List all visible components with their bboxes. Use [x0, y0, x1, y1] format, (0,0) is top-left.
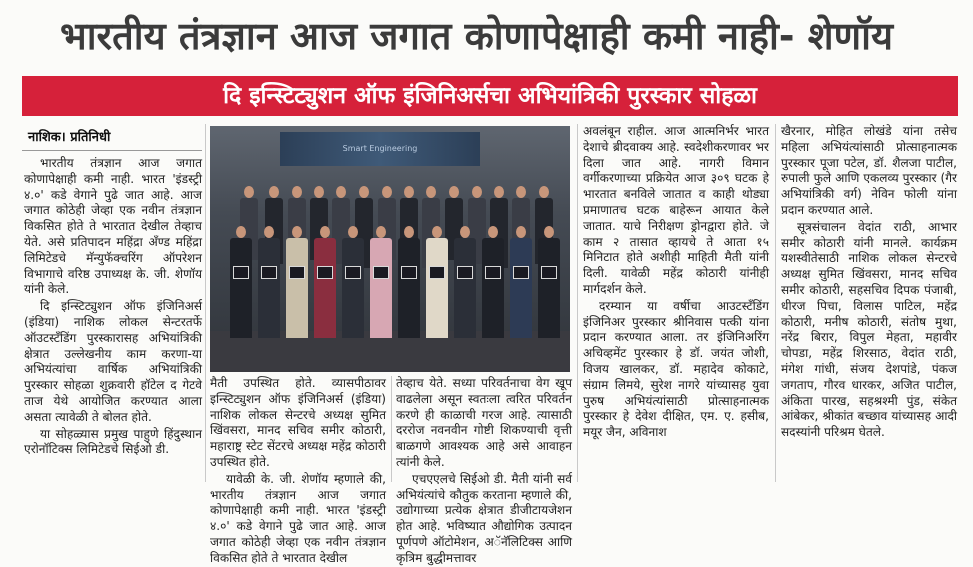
event-photo: [210, 126, 570, 372]
person-front-row: [314, 238, 336, 338]
dateline-rule: [22, 150, 202, 151]
award-plaque: [513, 266, 529, 279]
person-front-row: [454, 238, 476, 338]
person-front-row: [510, 238, 532, 338]
award-plaque: [541, 266, 557, 279]
article-column-5: [781, 124, 957, 482]
person-front-row: [342, 238, 364, 338]
person-front-row: [286, 238, 308, 338]
award-plaque: [233, 266, 249, 279]
paragraph: अवलंबून राहील. आज आत्मनिर्भर भारत देशाचे ब्रीदवाक्य आहे. स्वदेशीकरणावर भर दिला जात आहे. नागरी विमान वर्गीकरणाच्या प्रक्रियेत आज ३०९ घटक हे भारतात बनविले जातात व काही थोड्या प्रमाणातच घटक बाहेरून आयात केले जातात. याचे निरीक्षण ड्रोनद्वारा होते. जे काम २ तासात व्हायचे ते आता १५ मिनिटात होते अशीही माहिती मैती यांनी दिली. यावेळी महेंद्र कोठारी यांनीही मार्गदर्शन केले.: [583, 124, 769, 296]
award-plaque: [317, 266, 333, 279]
paragraph: मैती उपस्थित होते. व्यासपीठावर इन्स्टिट्युशन ऑफ इंजिनिअर्स (इंडिया) नाशिक लोकल सेन्टरचे अध्यक्ष सुमित खिंवसरा, मानद सचिव समीर कोठारी, महाराष्ट्र स्टेट सेंटरचे अध्यक्ष महेंद्र कोठारी उपस्थित होते.: [210, 376, 386, 469]
article-column-3: [396, 376, 572, 565]
person-front-row: [258, 238, 280, 338]
column-divider: [775, 124, 776, 482]
person-front-row: [230, 238, 252, 338]
paragraph: एचएएलचे सिईओ डी. मैती यांनी सर्व अभियंत्यांचे कौतुक करताना म्हणाले की, उद्योगाच्या प्रत्येक क्षेत्रात डीजीटायजेशन होत आहे. भविष्यात औद्योगिक उत्पादन पूर्णपणे ऑटोमेशन, अॅनॅलिटिक्स आणि कृत्रिम बुद्धीमत्तावर: [396, 471, 572, 565]
person-front-row: [370, 238, 392, 338]
column-divider: [391, 376, 392, 482]
article-column-2: [210, 376, 386, 565]
award-plaque: [429, 266, 445, 279]
award-plaque: [345, 266, 361, 279]
paragraph: दरम्यान या वर्षीचा आउटस्टँडिंग इंजिनिअर पुरस्कार श्रीनिवास पत्की यांना प्रदान करण्यात आला. तर इंजिनिअरिंग अचिव्हमेंट पुरस्कार हे डॉ. जयंत जोशी, विजय खालकर, डॉ. महादेव कोकाटे, संग्राम लिमये, सुरेश नागरे यांच्यासह युवा पुरुष अभियंत्यांसाठी प्रोत्साहनात्मक पुरस्कार हे देवेश दीक्षित, एम. ए. हसीब, मयूर जैन, अविनाश: [583, 298, 769, 440]
article-column-1: [24, 156, 202, 482]
person-front-row: [398, 238, 420, 338]
paragraph: यावेळी के. जी. शेणॉय म्हणाले की, भारतीय तंत्रज्ञान आज जगात कोणापेक्षाही कमी नाही. भारत 'इंडस्ट्री ४.०' कडे वेगाने पुढे जात आहे. आज जगात कोठेही जेव्हा एक नवीन तंत्रज्ञान विकसित होते ते भारतात देखील: [210, 471, 386, 565]
award-plaque: [401, 266, 417, 279]
paragraph: खैरनार, मोहित लोखंडे यांना तसेच महिला अभियंत्यांसाठी प्रोत्साहनात्मक पुरस्कार पूजा पटेल, डॉ. शैलजा पाटील, रुपाली फुले आणि एकलव्य पुरस्कार (गैर अभियांत्रिकी वर्ग) नेविन फोली यांना प्रदान करण्यात आले.: [781, 124, 957, 217]
person-front-row: [482, 238, 504, 338]
column-divider: [205, 124, 206, 482]
subheadline-banner: दि इन्स्टिट्युशन ऑफ इंजिनिअर्सचा अभियांत्रिकी पुरस्कार सोहळा: [22, 76, 958, 116]
award-plaque: [485, 266, 501, 279]
paragraph: या सोहळ्यास प्रमुख पाहुणे हिंदुस्थान एरोनॉटिक्स लिमिटेडचे सिईओ डी.: [24, 426, 202, 457]
award-plaque: [261, 266, 277, 279]
paragraph: तेव्हाच येते. सध्या परिवर्तनाचा वेग खूप वाढलेला असून स्वतःला त्वरित परिवर्तन करणे ही काळाची गरज आहे. त्यासाठी दररोज नवनवीन गोष्टी शिकण्याची वृत्ती बाळगणे आवश्यक आहे असे आवाहन त्यांनी केले.: [396, 376, 572, 469]
paragraph: सूत्रसंचालन वेदांत राठी, आभार समीर कोठारी यांनी मानले. कार्यक्रम यशस्वीतेसाठी नाशिक लोकल सेन्टरचे अध्यक्ष सुमित खिंवसरा, मानद सचिव समीर कोठारी, सहसचिव दिपक पंजाबी, धीरज पिचा, विलास पाटिल, महेंद्र कोठारी, मनीष कोठारी, संतोष मुथा, नरेंद्र बिरार, विपुल मेहता, महावीर चोपडा, महेंद्र शिरसाठ, वेदांत राठी, मंगेश गांधी, संजय देशपांडे, पंकज जगताप, गौरव धारकर, अजित पाटील, अंकिता पारख, सहश्रश्मी पुंड, संकेत आंबेकर, श्रीकांत बच्छाव यांच्यासह आदी सदस्यांनी परिश्रम घेतले.: [781, 219, 957, 440]
article-column-4: [583, 124, 769, 482]
person-front-row: [538, 238, 560, 338]
paragraph: दि इन्स्टिट्युशन ऑफ इंजिनिअर्स (इंडिया) नाशिक लोकल सेन्टरतर्फे ऑउटस्टँडिंग पुरस्कारासह अभियांत्रिकी क्षेत्रात उल्लेखनीय काम करणा-या अभियंत्यांचा वार्षिक अभियांत्रिकी पुरस्कार सोहळा शुक्रवारी हॉटेल द गेटवे ताज येथे आयोजित करण्यात आला असता त्यावेळी ते बोलत होते.: [24, 299, 202, 424]
award-plaque: [289, 266, 305, 279]
paragraph: भारतीय तंत्रज्ञान आज जगात कोणापेक्षाही कमी नाही. भारत 'इंडस्ट्री ४.०' कडे वेगाने पुढे जात आहे. आज जगात कोठेही जेव्हा एक नवीन तंत्रज्ञान विकसित होते ते भारतात देखील तेव्हाच येते. असे प्रतिपादन महिंद्रा अँण्ड महिंद्रा लिमिटेडचे मॅन्युफॅक्चरिंग ऑपरेशन विभागाचे वरिष्ठ उपाध्यक्ष के. जी. शेणॉय यांनी केले.: [24, 156, 202, 297]
column-divider: [577, 124, 578, 482]
headline: भारतीय तंत्रज्ञान आज जगात कोणापेक्षाही कमी नाही- शेणॉय: [60, 14, 894, 58]
dateline: नाशिक। प्रतिनिधी: [28, 130, 111, 145]
person-front-row: [426, 238, 448, 338]
award-plaque: [373, 266, 389, 279]
stage-screen: Smart Engineering: [280, 132, 480, 166]
award-plaque: [457, 266, 473, 279]
